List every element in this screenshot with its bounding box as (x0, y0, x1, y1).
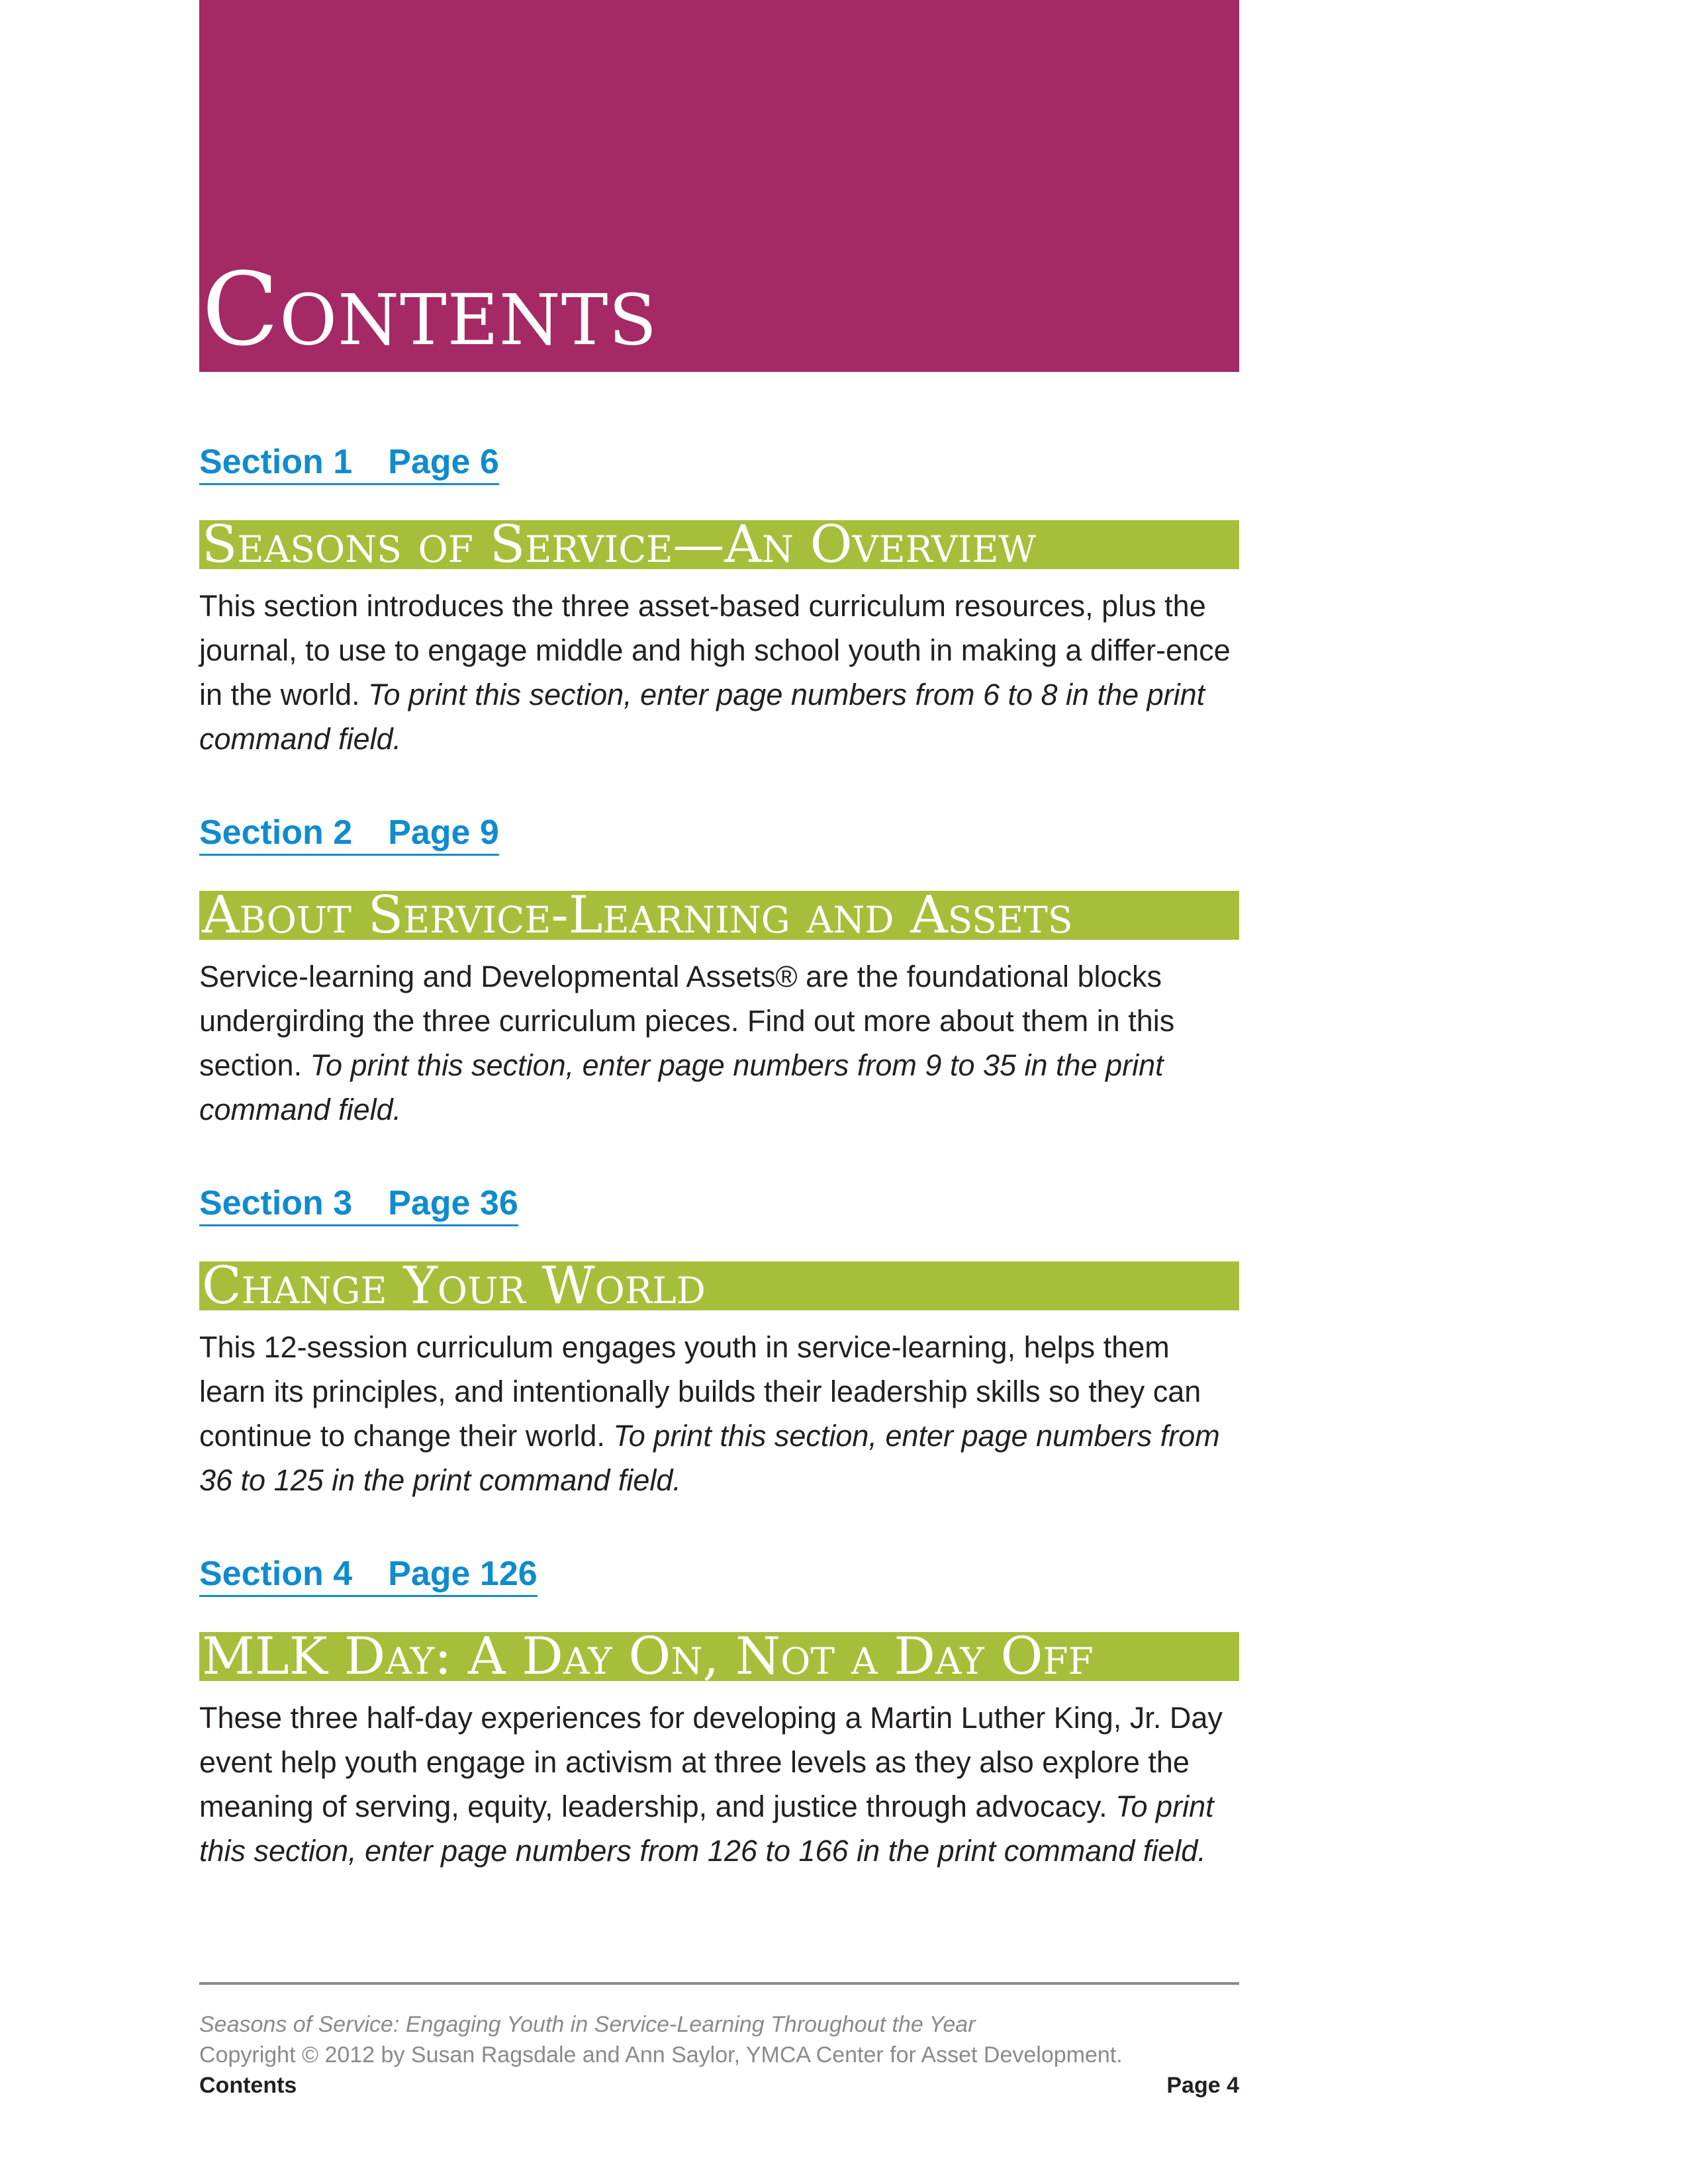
section-1-link[interactable] (199, 445, 499, 485)
section-1-description (199, 584, 1239, 761)
section-3-print-note: To print this section, enter page numbers from 36 to 125 in the print command field. (199, 1419, 1220, 1497)
section-2-link[interactable] (199, 815, 499, 856)
section-4-page-label: Page 126 (388, 1555, 538, 1593)
footer-divider (199, 1982, 1239, 1985)
section-1-title: Seasons of Service—An Overview (202, 520, 1037, 569)
footer-book-title: Seasons of Service: Engaging Youth in Service-Learning Throughout the Year (199, 2012, 976, 2037)
section-4-print-note: To print this section, enter page numbers from 126 to 166 in the print command field. (199, 1790, 1214, 1868)
footer-page-number: Page 4 (1166, 2073, 1239, 2098)
section-1-description-text: This section introduces the three asset-based curriculum resources, plus the journal, to use to engage middle and high school youth in making a differ-ence in the world. (199, 589, 1231, 711)
section-3-description (199, 1325, 1239, 1502)
section-3-link[interactable] (199, 1186, 518, 1226)
section-2-page-label: Page 9 (388, 813, 499, 852)
section-2-description-text: Service-learning and Developmental Assets® are the foundational blocks undergirding the three curriculum pieces. Find out more about them in this section. (199, 960, 1175, 1082)
section-2-label: Section 2 (199, 813, 353, 852)
footer-section-name: Contents (199, 2073, 297, 2098)
section-3 (199, 1184, 1239, 1497)
section-2-title: About Service-Learning and Assets (202, 891, 1073, 940)
section-3-label: Section 3 (199, 1184, 353, 1222)
section-2-title-bar (199, 891, 1239, 940)
section-3-page-label: Page 36 (388, 1184, 518, 1222)
section-1-title-bar (199, 520, 1239, 569)
section-2-description (199, 954, 1239, 1132)
section-3-title: Change Your World (202, 1261, 706, 1310)
section-1-label: Section 1 (199, 443, 353, 481)
section-4 (199, 1555, 1239, 1868)
section-2-print-note: To print this section, enter page numbers from 9 to 35 in the print command field. (199, 1048, 1164, 1126)
footer-bottom-row (199, 2070, 1239, 2101)
section-1-page-label: Page 6 (388, 443, 499, 481)
section-4-title-bar (199, 1632, 1239, 1681)
section-4-link[interactable] (199, 1557, 538, 1597)
section-3-description-text: This 12-session curriculum engages youth in service-learning, helps them learn its principles, and intentionally builds their leadership skills so they can continue to change their world. (199, 1330, 1201, 1453)
section-4-description (199, 1696, 1239, 1873)
section-4-description-text: These three half-day experiences for developing a Martin Luther King, Jr. Day event help youth engage in activism at three levels as they also explore the meaning of serving, equity, leadership, and justice through advocacy. (199, 1701, 1223, 1823)
section-1 (199, 443, 1239, 756)
section-3-title-bar (199, 1261, 1239, 1310)
page-footer (199, 2009, 1239, 2101)
section-4-title: MLK Day: A Day On, Not a Day Off (202, 1632, 1094, 1681)
page-title: Contents (202, 251, 658, 368)
section-2 (199, 813, 1239, 1126)
section-4-label: Section 4 (199, 1555, 353, 1593)
footer-copyright: Copyright © 2012 by Susan Ragsdale and Ann Saylor, YMCA Center for Asset Development. (199, 2042, 1123, 2068)
contents-header-band (199, 0, 1239, 372)
section-1-print-note: To print this section, enter page numbers from 6 to 8 in the print command field. (199, 678, 1205, 756)
